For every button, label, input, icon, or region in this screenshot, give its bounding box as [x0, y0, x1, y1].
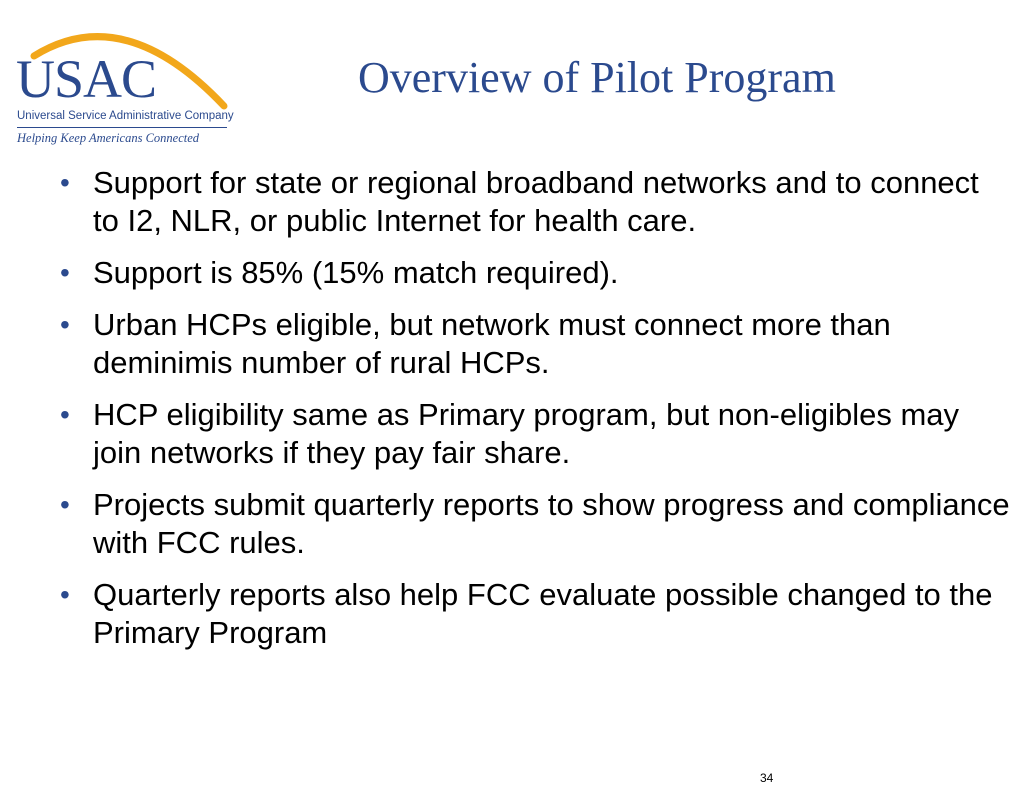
bullet-icon: •	[60, 309, 70, 340]
logo-wordmark: USAC	[16, 49, 157, 109]
bullet-item	[60, 306, 1010, 382]
bullet-text: Quarterly reports also help FCC evaluate possible changed to the Primary Program	[93, 577, 993, 650]
bullet-icon: •	[60, 257, 70, 288]
bullet-item	[60, 164, 1010, 240]
bullet-icon: •	[60, 167, 70, 198]
bullet-list	[60, 164, 1010, 666]
bullet-item	[60, 254, 1010, 292]
bullet-icon: •	[60, 399, 70, 430]
usac-logo	[14, 10, 244, 150]
logo-company-name: Universal Service Administrative Company	[17, 110, 234, 122]
page-number: 34	[760, 771, 774, 785]
bullet-text: HCP eligibility same as Primary program, but non-eligibles may join networks if they pay fair share.	[93, 397, 960, 470]
bullet-text: Urban HCPs eligible, but network must connect more than deminimis number of rural HCPs.	[93, 307, 891, 380]
bullet-text: Support is 85% (15% match required).	[93, 255, 619, 290]
logo-divider	[17, 127, 227, 128]
bullet-icon: •	[60, 489, 70, 520]
bullet-item	[60, 486, 1010, 562]
bullet-icon: •	[60, 579, 70, 610]
bullet-item	[60, 396, 1010, 472]
bullet-item	[60, 576, 1010, 652]
bullet-text: Projects submit quarterly reports to show progress and compliance with FCC rules.	[93, 487, 1010, 560]
logo-tagline: Helping Keep Americans Connected	[17, 131, 200, 145]
slide-title: Overview of Pilot Program	[358, 53, 836, 102]
bullet-text: Support for state or regional broadband networks and to connect to I2, NLR, or public Internet for health care.	[93, 165, 979, 238]
